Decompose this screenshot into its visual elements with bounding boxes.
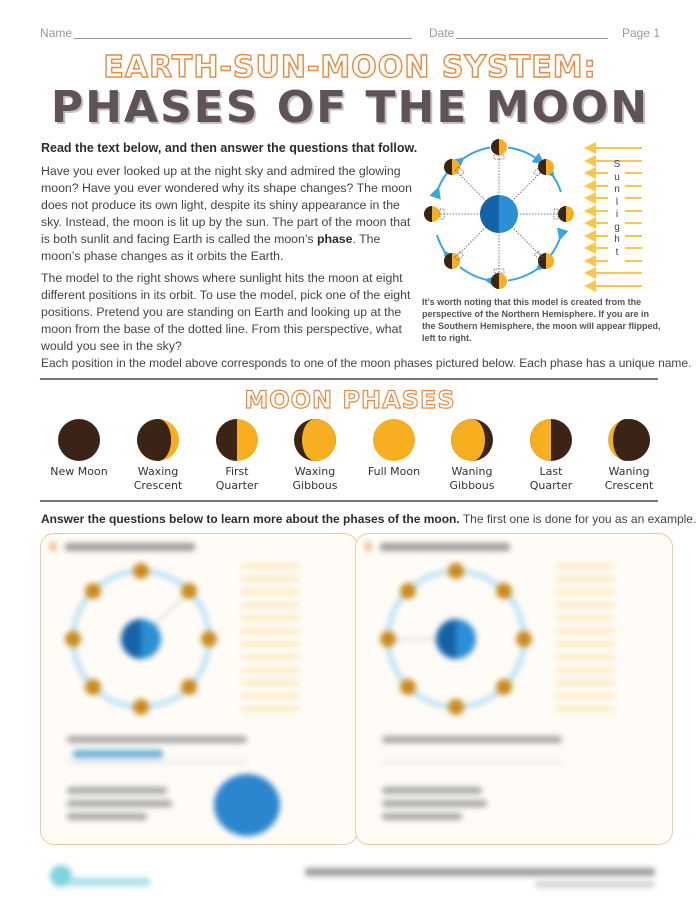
phase-full-moon [355, 418, 433, 479]
phase-first-quarter [198, 418, 276, 493]
phase-label: Gibbous [292, 479, 338, 492]
moon-phases-title: MOON PHASES [244, 386, 456, 414]
intro-paragraph-1 [41, 163, 413, 265]
full-moon-icon [372, 418, 416, 462]
waning-crescent-icon [607, 418, 651, 462]
name-label: Name [40, 26, 73, 40]
earth-icon [480, 195, 518, 233]
question-card-1 [40, 533, 358, 845]
waxing-crescent-icon [136, 418, 180, 462]
sunlight-letter: l [615, 196, 619, 208]
title-line-2: PHASES OF THE MOON [50, 82, 650, 133]
phase-label: Full Moon [367, 465, 421, 478]
correspondence-text: Each position in the model above corresponds to one of the moon phases pictured below. Each phase has a unique name. [41, 356, 692, 370]
blurred-content [41, 534, 357, 844]
phase-label: Waning [451, 465, 493, 478]
sunlight-letter: S [613, 159, 621, 170]
phase-label: Crescent [604, 479, 654, 492]
phase-new-moon [40, 418, 118, 479]
phase-waxing-gibbous [276, 418, 354, 493]
last-quarter-icon [529, 418, 573, 462]
phase-label: First [225, 465, 249, 478]
sunlight-letter: h [614, 234, 620, 245]
paragraph-text: . The moon’s phase changes as it orbits the Earth. [41, 232, 381, 263]
name-field[interactable] [74, 38, 412, 39]
phase-label: New Moon [50, 465, 108, 478]
waning-gibbous-icon [450, 418, 494, 462]
orbit-diagram [420, 135, 680, 295]
sunlight-label [608, 159, 626, 259]
moon-phases-row [40, 418, 667, 496]
questions-heading-rest: The first one is done for you as an example. [459, 512, 697, 526]
phase-waning-crescent [590, 418, 668, 493]
phase-label: Waxing [294, 465, 336, 478]
divider-top [40, 378, 658, 380]
blurred-content [356, 534, 672, 844]
paragraph-text: Have you ever looked up at the night sky and admired the glowing moon? Have you ever wondered why its shape changes? The moon does not produce its own light, despite its shiny appearance in the sky. Instead, the moon is lit up by the sun. The part of the moon that is both sunlit and facing Earth is called the moon’s [41, 164, 412, 246]
questions-heading-bold: Answer the questions below to learn more about the phases of the moon. [41, 512, 460, 526]
sunlight-letter: u [614, 171, 620, 183]
phase-label: Quarter [215, 479, 259, 492]
date-field[interactable] [456, 38, 608, 39]
title-line-1: EARTH-SUN-MOON SYSTEM: [103, 50, 597, 85]
phase-waning-gibbous [433, 418, 511, 493]
intro-paragraph-2: The model to the right shows where sunlight hits the moon at eight different positions in its orbit. To use the model, pick one of the eight positions. Pretend you are standing on Earth and looking up at the moon from the base of the dotted line. From this perspective, what would you see in the sky? [41, 271, 411, 353]
question-card-2 [355, 533, 673, 845]
first-quarter-icon [215, 418, 259, 462]
sunlight-letter: t [615, 246, 619, 258]
phase-label: Quarter [529, 479, 573, 492]
hemisphere-note: It’s worth noting that this model is created from the perspective of the Northern Hemisphere. If you are in the Southern Hemisphere, the moon will appear flipped, left to right. [422, 297, 661, 343]
phase-label: Crescent [133, 479, 183, 492]
page-number: Page 1 [621, 26, 660, 40]
phase-keyword: phase [316, 232, 353, 246]
intro-heading: Read the text below, and then answer the questions that follow. [41, 141, 418, 155]
footer-blurred [0, 860, 700, 906]
waxing-gibbous-icon [293, 418, 337, 462]
sunlight-letter: i [615, 209, 619, 220]
worksheet-header [40, 26, 660, 42]
sunlight-letter: g [614, 221, 620, 233]
date-label: Date [429, 26, 455, 40]
orbit-diagram-small [376, 559, 656, 719]
questions-heading [41, 512, 696, 526]
new-moon-icon [57, 418, 101, 462]
orbit-diagram-small [61, 559, 341, 719]
phase-label: Waxing [137, 465, 179, 478]
phase-label: Waning [608, 465, 650, 478]
divider-bottom [40, 500, 658, 502]
phase-waxing-crescent [119, 418, 197, 493]
phase-label: Gibbous [449, 479, 495, 492]
orbit-diagram-svg [420, 135, 680, 295]
phase-last-quarter [512, 418, 590, 493]
phase-label: Last [539, 465, 563, 478]
sunlight-letter: n [614, 184, 620, 195]
